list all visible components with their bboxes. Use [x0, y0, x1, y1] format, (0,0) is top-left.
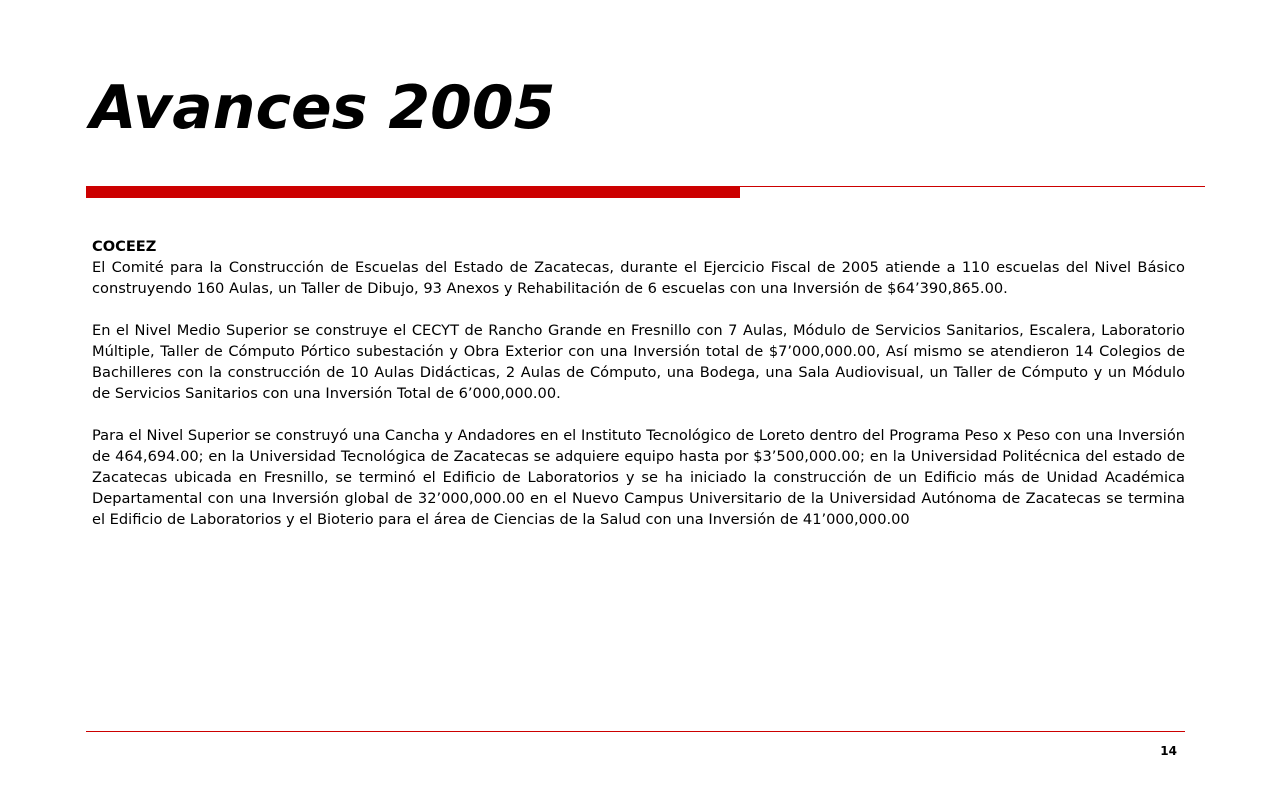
paragraph-higher-level: Para el Nivel Superior se construyó una Cancha y Andadores en el Instituto Tecnológico de Loreto dentro del Programa Peso x Peso con una Inversión de 464,694.00; en la Universidad Tecnológica de Zacatecas se adquiere equipo hasta por $3’500,000.00; en la Universidad Politécnica del estado de Zacatecas ubicada en Fresnillo, se terminó el Edificio de Laboratorios y se ha iniciado la construcción de un Edificio más de Unidad Académica Departamental con una Inversión global de 32’000,000.00 en el Nuevo Campus Universitario de la Universidad Autónoma de Zacatecas se termina el Edificio de Laboratorios y el Bioterio para el área de Ciencias de la Salud con una Inversión de 41’000,000.00	[92, 427, 1185, 528]
title-underline-thin	[740, 186, 1205, 187]
section-heading: COCEEZ	[92, 238, 157, 255]
paragraph-basic-level: El Comité para la Construcción de Escuelas del Estado de Zacatecas, durante el Ejercicio Fiscal de 2005 atiende a 110 escuelas del Nivel Básico construyendo 160 Aulas, un Taller de Dibujo, 93 Anexos y Rehabilitación de 6 escuelas con una Inversión de $64’390,865.00.	[92, 259, 1185, 297]
slide-title: Avances 2005	[90, 73, 556, 143]
page-number: 14	[1160, 744, 1177, 758]
slide-body	[92, 236, 1185, 551]
footer-divider	[86, 731, 1185, 732]
title-underline-thick	[86, 186, 740, 198]
paragraph-upper-middle-level: En el Nivel Medio Superior se construye el CECYT de Rancho Grande en Fresnillo con 7 Aulas, Módulo de Servicios Sanitarios, Escalera, Laboratorio Múltiple, Taller de Cómputo Pórtico subestación y Obra Exterior con una Inversión total de $7’000,000.00, Así mismo se atendieron 14 Colegios de Bachilleres con la construcción de 10 Aulas Didácticas, 2 Aulas de Cómputo, una Bodega, una Sala Audiovisual, un Taller de Cómputo y un Módulo de Servicios Sanitarios con una Inversión Total de 6’000,000.00.	[92, 322, 1185, 402]
